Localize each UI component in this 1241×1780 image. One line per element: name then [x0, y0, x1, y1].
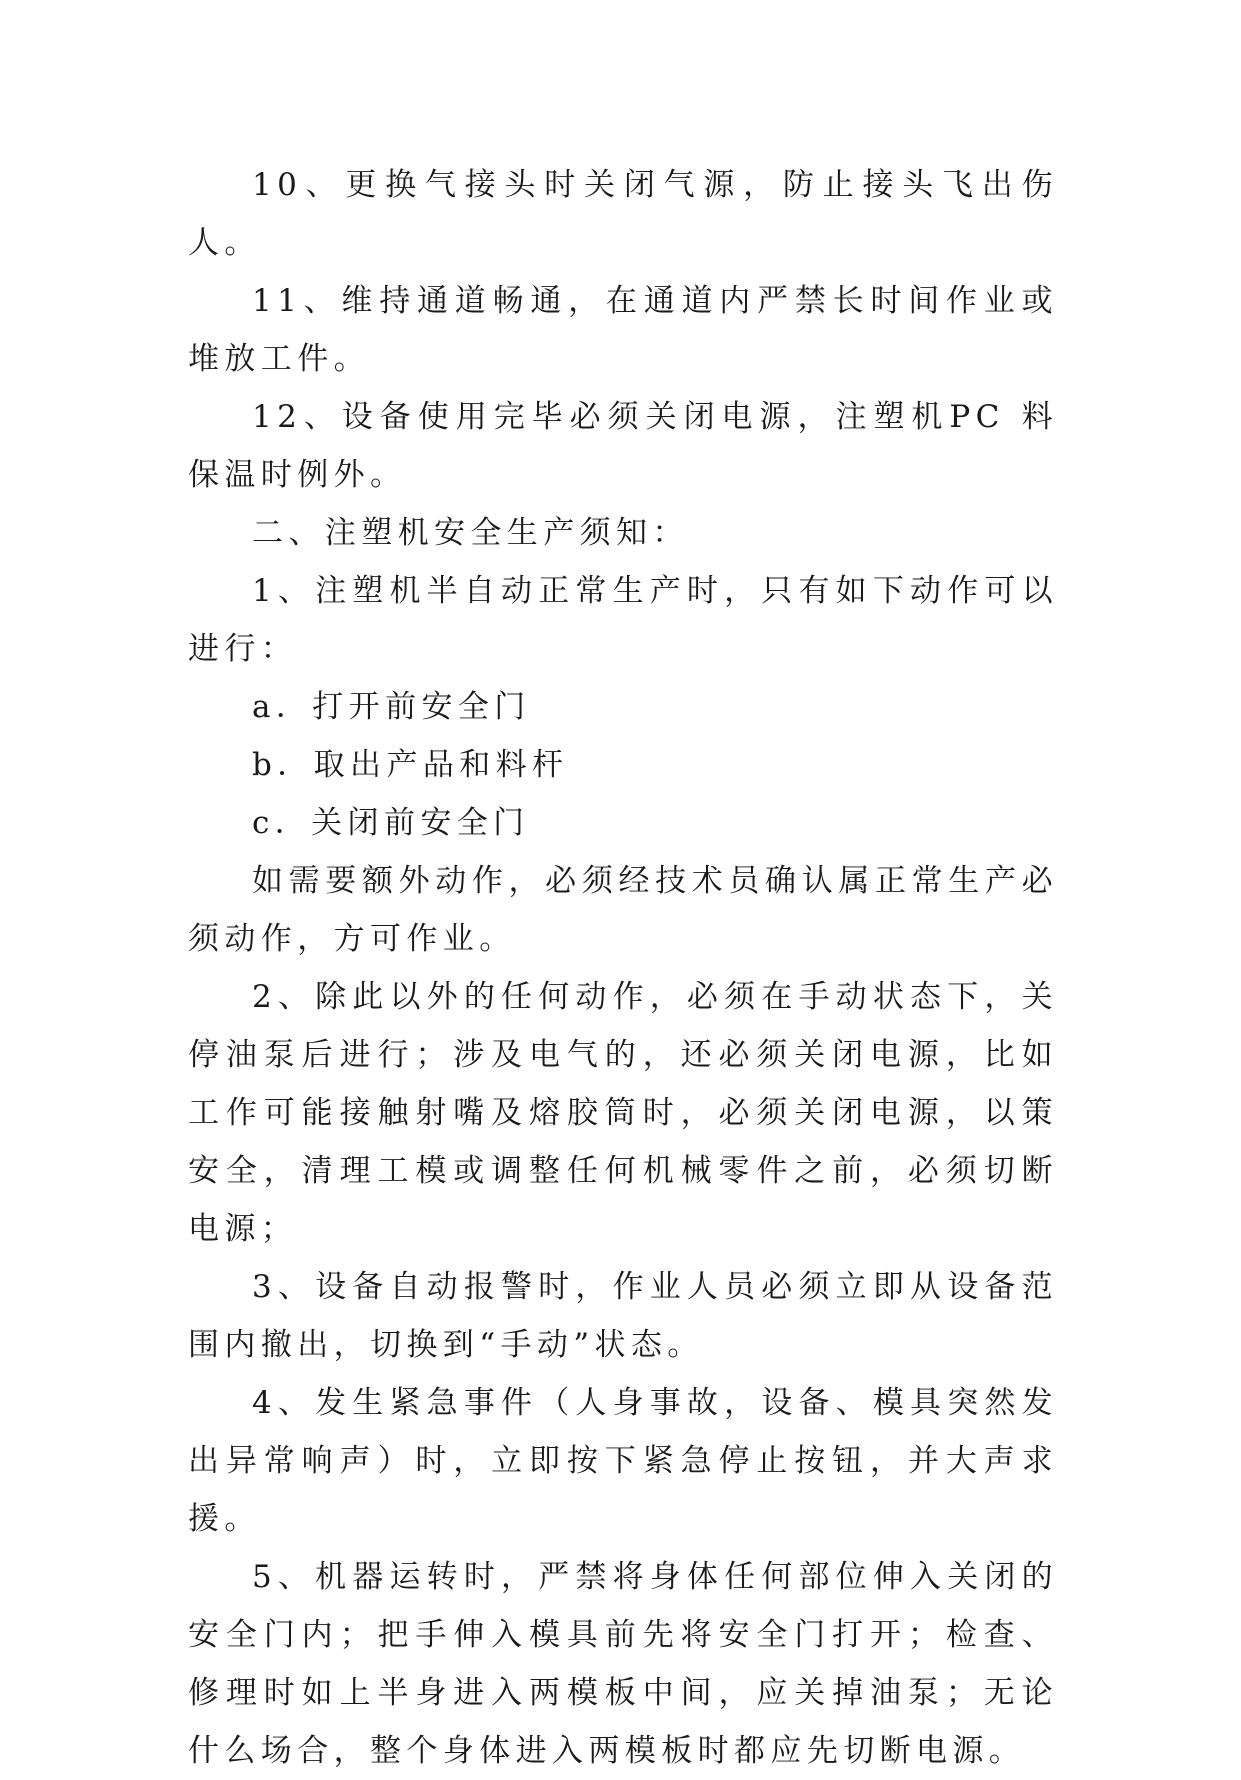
paragraph-item-2: 2、除此以外的任何动作，必须在手动状态下，关停油泵后进行；涉及电气的，还必须关闭电源，比如工作可能接触射嘴及熔胶筒时，必须关闭电源，以策安全，清理工模或调整任何机械零件之前，必须切断电源；	[188, 979, 1058, 1247]
paragraph-item-5: 5、机器运转时，严禁将身体任何部位伸入关闭的安全门内；把手伸入模具前先将安全门打开；检查、修理时如上半身进入两模板中间，应关掉油泵；无论什么场合，整个身体进入两模板时都应先切断电源。	[188, 1559, 1058, 1769]
paragraph-item-3: 3、设备自动报警时，作业人员必须立即从设备范围内撤出，切换到“手动”状态。	[188, 1269, 1058, 1363]
sub-item-b: b．取出产品和料杆	[252, 747, 569, 783]
paragraph-item-11: 11、维持通道畅通，在通道内严禁长时间作业或堆放工件。	[188, 283, 1058, 377]
paragraph-item-4: 4、发生紧急事件（人身事故，设备、模具突然发出异常响声）时，立即按下紧急停止按钮，并大声求援。	[188, 1385, 1058, 1537]
section-heading: 二、注塑机安全生产须知：	[252, 515, 689, 551]
paragraph-item-1: 1、注塑机半自动正常生产时，只有如下动作可以进行：	[188, 573, 1058, 667]
sub-item-c: c．关闭前安全门	[252, 805, 530, 841]
paragraph-item-10: 10、更换气接头时关闭气源，防止接头飞出伤人。	[188, 167, 1058, 261]
document-body	[188, 156, 1058, 1780]
paragraph-note: 如需要额外动作，必须经技术员确认属正常生产必须动作，方可作业。	[188, 863, 1058, 957]
paragraph-item-12: 12、设备使用完毕必须关闭电源，注塑机PC 料保温时例外。	[188, 399, 1058, 493]
sub-item-a: a．打开前安全门	[252, 689, 531, 725]
